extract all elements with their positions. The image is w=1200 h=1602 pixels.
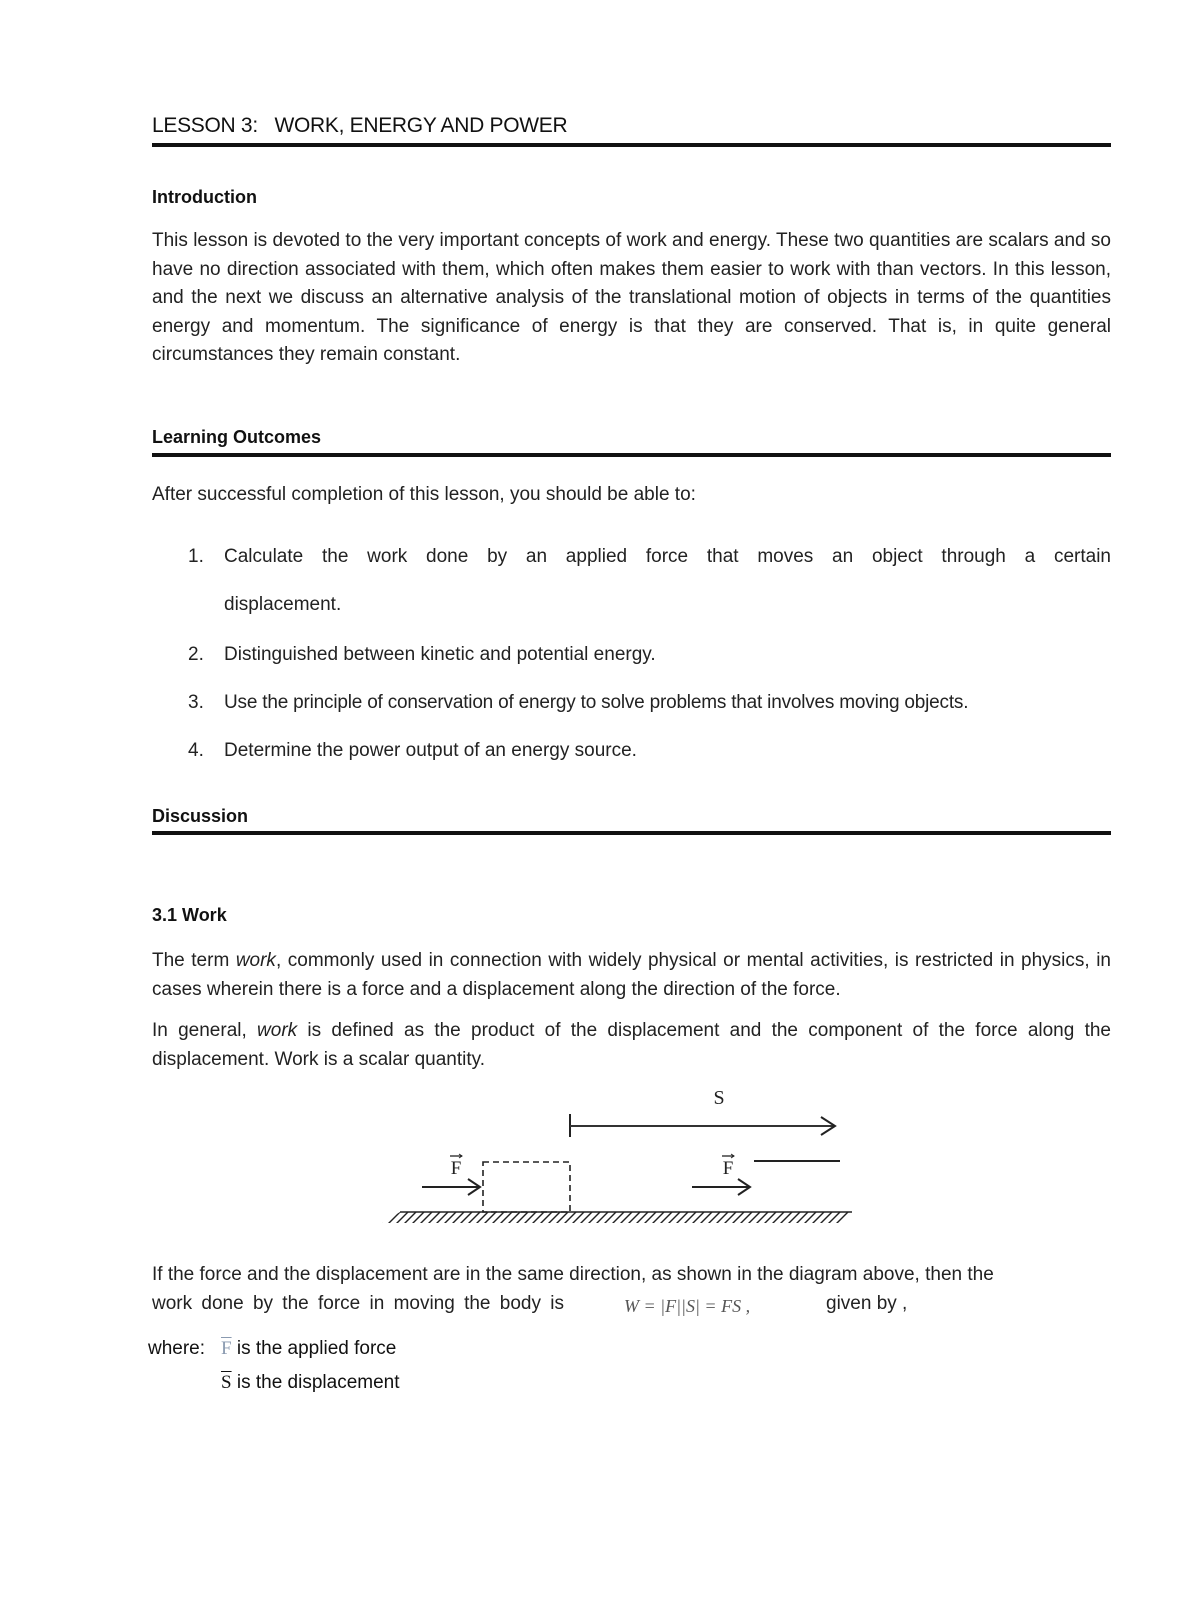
displacement-arrow-icon: [570, 1114, 835, 1137]
text: work done by the force in moving the body is: [152, 1293, 564, 1314]
learning-outcomes-rule: [152, 453, 1111, 457]
lesson-title: LESSON 3: WORK, ENERGY AND POWER: [152, 114, 568, 137]
learning-outcomes-heading: Learning Outcomes: [152, 427, 322, 447]
learning-outcomes-lead: After successful completion of this lesson, you should be able to:: [152, 484, 696, 505]
where-item-displacement: [221, 1372, 400, 1394]
force-displacement-diagram: [370, 1080, 870, 1230]
discussion-rule: [152, 831, 1111, 835]
introduction-heading: Introduction: [152, 187, 257, 207]
text: In general,: [152, 1020, 258, 1041]
emphasis-work: work: [257, 1020, 298, 1041]
title-rule: [152, 143, 1111, 147]
force-arrow-left-icon: [422, 1179, 480, 1195]
outcome-number: 3.: [188, 692, 204, 713]
given-by-text: given by ,: [826, 1293, 908, 1314]
outcome-text: Calculate the work done by an applied force that moves an object through a certain: [224, 546, 1111, 567]
outcome-text: Distinguished between kinetic and potential energy.: [224, 644, 656, 665]
ground-hatch-icon: [382, 1212, 852, 1223]
where-item-text: is the displacement: [236, 1372, 400, 1393]
displacement-label: S: [713, 1087, 725, 1109]
where-item-force: [221, 1338, 396, 1360]
outcome-text-continued: displacement.: [224, 594, 342, 615]
force-label-right: F: [722, 1158, 734, 1179]
work-paragraph-1: [152, 947, 1111, 1004]
emphasis-work: work: [235, 950, 276, 971]
work-paragraph-2: [152, 1017, 1111, 1074]
outcome-number: 2.: [188, 644, 204, 665]
force-arrow-right-icon: [692, 1179, 750, 1195]
outcome-text: Determine the power output of an energy source.: [224, 740, 637, 761]
introduction-paragraph: This lesson is devoted to the very important concepts of work and energy. These two quantities are scalars and so have no direction associated with them, which often makes them easier to work with than vectors. In this lesson, and the next we discuss an alternative analysis of the translational motion of objects in terms of the quantities energy and momentum. The significance of energy is that they are conserved. That is, in quite general circumstances they remain constant.: [152, 230, 1111, 365]
discussion-heading: Discussion: [152, 806, 249, 826]
text: The term: [152, 950, 236, 971]
work-paragraph-3-line-1: If the force and the displacement are in the same direction, as shown in the diagram above, then the: [152, 1264, 994, 1285]
force-symbol: $\overline{F}$: [221, 1338, 232, 1359]
where-label: where:: [148, 1338, 206, 1359]
initial-position-box: [483, 1162, 570, 1212]
work-equation: W = |F||S| = FS ,: [624, 1296, 751, 1316]
outcome-number: 1.: [188, 546, 204, 567]
work-diagram: [370, 1080, 870, 1230]
text: , commonly used in connection with widely physical or mental activities, is restricted in physics, in cases wherein there is a force and a displacement along the direction of the force.: [152, 950, 1111, 1000]
outcome-number: 4.: [188, 740, 204, 761]
work-subsection-heading: 3.1 Work: [152, 905, 227, 925]
force-label-left: F: [450, 1158, 462, 1179]
displacement-symbol: $\overline{S}$: [221, 1372, 232, 1393]
outcome-text: Use the principle of conservation of energy to solve problems that involves moving objects.: [224, 692, 969, 713]
text: is defined as the product of the displacement and the component of the force along the displacement. Work is a scalar quantity.: [152, 1020, 1111, 1070]
where-item-text: is the applied force: [236, 1338, 397, 1359]
